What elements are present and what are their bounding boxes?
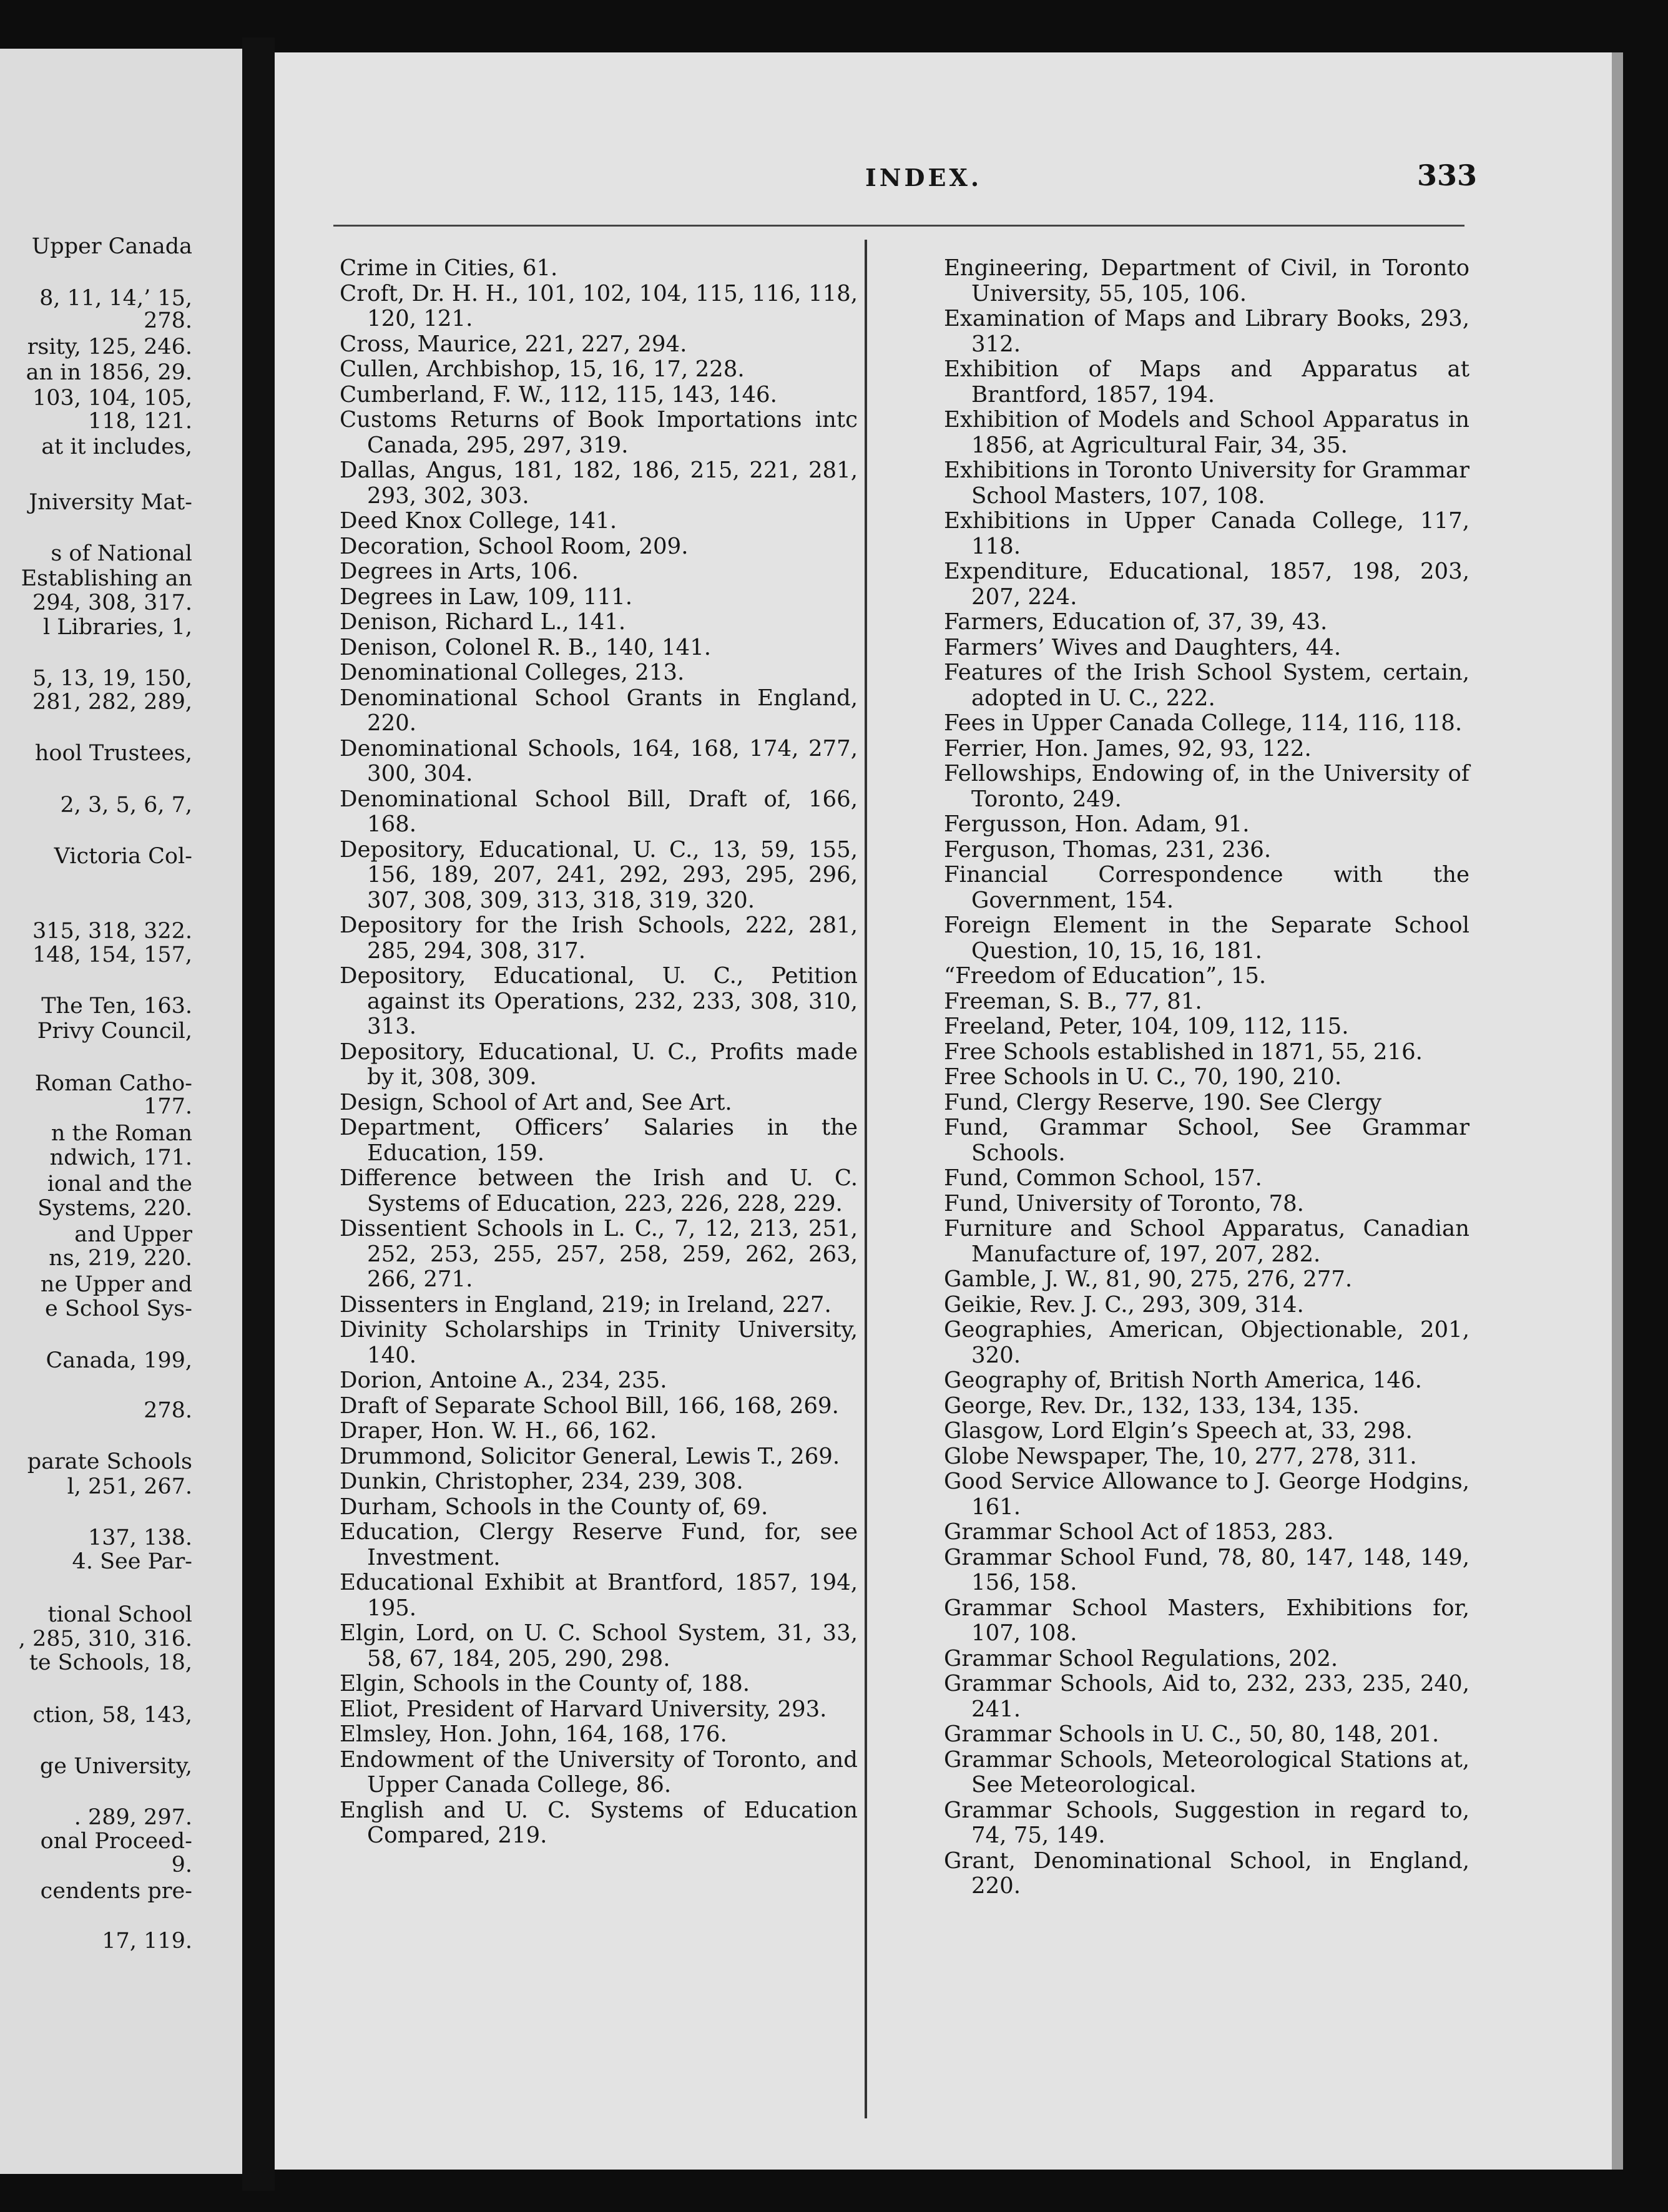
running-header: INDEX. [865, 164, 983, 192]
facing-page-line: ction, 58, 143, [32, 1703, 192, 1728]
index-entry: Exhibitions in Toronto University for Grammar School Masters, 107, 108. [944, 458, 1469, 509]
index-entry: Gamble, J. W., 81, 90, 275, 276, 277. [944, 1266, 1353, 1292]
index-entry: Farmers, Education of, 37, 39, 43. [944, 609, 1328, 635]
facing-page-line: 103, 104, 105, [32, 386, 192, 411]
index-entry: Educational Exhibit at Brantford, 1857, 194, 195. [340, 1570, 858, 1621]
index-entry: Eliot, President of Harvard University, 293. [340, 1696, 827, 1722]
index-entry: Durham, Schools in the County of, 69. [340, 1494, 768, 1520]
facing-page-line: e School Sys- [45, 1296, 192, 1321]
index-entry: Endowment of the University of Toronto, and Upper Canada College, 86. [340, 1746, 858, 1798]
facing-page-line: te Schools, 18, [29, 1650, 192, 1675]
index-entry: Grammar Schools, Aid to, 232, 233, 235, 240, 241. [944, 1671, 1469, 1722]
index-entry: Draper, Hon. W. H., 66, 162. [340, 1418, 657, 1444]
facing-page-line: 137, 138. [88, 1525, 192, 1550]
column-divider [865, 240, 867, 2118]
index-entry: Financial Correspondence with the Government, 154. [944, 862, 1469, 913]
index-entry: Geikie, Rev. J. C., 293, 309, 314. [944, 1291, 1304, 1318]
facing-page-line: 315, 318, 322. [32, 919, 192, 944]
index-entry: Exhibitions in Upper Canada College, 117, 118. [944, 508, 1469, 559]
index-entry: Freeman, S. B., 77, 81. [944, 988, 1202, 1014]
index-entry: Engineering, Department of Civil, in Toronto University, 55, 105, 106. [944, 255, 1469, 306]
index-entry: Features of the Irish School System, certain, adopted in U. C., 222. [944, 660, 1469, 711]
facing-page-line: 17, 119. [102, 1929, 192, 1954]
index-entry: Furniture and School Apparatus, Canadian Manufacture of, 197, 207, 282. [944, 1216, 1469, 1267]
facing-page-line: s of National [51, 541, 192, 566]
index-entry: Denominational School Grants in England, 220. [340, 685, 858, 736]
index-entry: Depository for the Irish Schools, 222, 281, 285, 294, 308, 317. [340, 913, 858, 964]
index-entry: Cross, Maurice, 221, 227, 294. [340, 331, 687, 357]
index-entry: Grammar Schools, Meteorological Stations at, See Meteorological. [944, 1746, 1469, 1798]
facing-page-line: tional School [47, 1602, 192, 1627]
facing-page-fragment [0, 49, 242, 2174]
facing-page-line: parate Schools [27, 1449, 192, 1474]
index-entry: Denison, Colonel R. B., 140, 141. [340, 634, 712, 660]
index-entry: Ferrier, Hon. James, 92, 93, 122. [944, 735, 1312, 761]
index-entry: George, Rev. Dr., 132, 133, 134, 135. [944, 1392, 1360, 1419]
facing-page-line: rsity, 125, 246. [27, 335, 192, 360]
index-entry: Dissentient Schools in L. C., 7, 12, 213, 251, 252, 253, 255, 257, 258, 259, 262, 263, 266, 271. [340, 1216, 858, 1292]
index-entry: Foreign Element in the Separate School Question, 10, 15, 16, 181. [944, 913, 1469, 964]
index-entry: Fund, Grammar School, See Grammar Schools. [944, 1115, 1469, 1166]
facing-page-line: . 289, 297. [74, 1805, 192, 1830]
facing-page-line: ndwich, 171. [49, 1145, 192, 1170]
facing-page-line: 8, 11, 14,’ 15, [39, 286, 192, 311]
index-entry: Fees in Upper Canada College, 114, 116, 118. [944, 710, 1463, 736]
index-entry: English and U. C. Systems of Education Compared, 219. [340, 1797, 858, 1848]
index-page [275, 52, 1612, 2170]
facing-page-line: ne Upper and [40, 1272, 192, 1297]
index-entry: Globe Newspaper, The, 10, 277, 278, 311. [944, 1443, 1417, 1469]
index-entry: Grammar School Regulations, 202. [944, 1645, 1338, 1671]
facing-page-line: 118, 121. [88, 409, 192, 434]
index-entry: Denison, Richard L., 141. [340, 609, 626, 635]
facing-page-line: l Libraries, 1, [42, 615, 192, 640]
index-entry: Elmsley, Hon. John, 164, 168, 176. [340, 1721, 727, 1747]
facing-page-line: Victoria Col- [54, 844, 192, 869]
facing-page-line: an in 1856, 29. [26, 360, 192, 385]
facing-page-line: Jniversity Mat- [29, 490, 192, 515]
facing-page-line: The Ten, 163. [41, 994, 192, 1019]
index-entry: Fergusson, Hon. Adam, 91. [944, 811, 1250, 837]
facing-page-line: Roman Catho- [34, 1071, 192, 1096]
index-entry: Elgin, Schools in the County of, 188. [340, 1671, 750, 1696]
facing-page-line: Upper Canada [31, 234, 192, 259]
index-entry: Department, Officers’ Salaries in the Education, 159. [340, 1115, 858, 1166]
index-entry: Grammar School Masters, Exhibitions for, 107, 108. [944, 1595, 1469, 1646]
index-entry: Grammar School Act of 1853, 283. [944, 1519, 1334, 1545]
facing-page-line: Establishing an [21, 566, 192, 591]
facing-page-line: 278. [144, 1398, 192, 1423]
index-entry: Geography of, British North America, 146. [944, 1368, 1422, 1393]
index-column-left [340, 256, 858, 1849]
index-entry: Freeland, Peter, 104, 109, 112, 115. [944, 1014, 1349, 1039]
facing-page-line: 294, 308, 317. [32, 590, 192, 615]
facing-page-line: ge University, [39, 1754, 192, 1779]
index-entry: Fund, Clergy Reserve, 190. See Clergy [944, 1089, 1382, 1115]
facing-page-line: , 285, 310, 316. [18, 1627, 192, 1652]
book-gutter [242, 37, 275, 2191]
facing-page-line: hool Trustees, [34, 741, 192, 766]
facing-page-line: 278. [144, 308, 192, 333]
index-entry: Grant, Denominational School, in England, 220. [944, 1847, 1469, 1899]
index-entry: Dallas, Angus, 181, 182, 186, 215, 221, 281, 293, 302, 303. [340, 458, 858, 509]
facing-page-line: ional and the [47, 1172, 192, 1197]
facing-page-line: 5, 13, 19, 150, [32, 666, 192, 691]
facing-page-line: 9. [171, 1852, 192, 1877]
index-entry: Depository, Educational, U. C., Profits made by it, 308, 309. [340, 1039, 858, 1090]
index-entry: Decoration, School Room, 209. [340, 533, 689, 559]
index-entry: Exhibition of Maps and Apparatus at Brantford, 1857, 194. [944, 356, 1469, 408]
index-entry: Exhibition of Models and School Apparatus in 1856, at Agricultural Fair, 34, 35. [944, 407, 1469, 458]
index-entry: Croft, Dr. H. H., 101, 102, 104, 115, 116, 118, 120, 121. [340, 280, 858, 331]
index-entry: Education, Clergy Reserve Fund, for, see Investment. [340, 1519, 858, 1570]
facing-page-line: 148, 154, 157, [32, 942, 192, 967]
facing-page-line: and Upper [74, 1222, 192, 1247]
index-entry: Cullen, Archbishop, 15, 16, 17, 228. [340, 356, 745, 382]
index-entry: Fellowships, Endowing of, in the University of Toronto, 249. [944, 761, 1469, 812]
index-entry: Free Schools in U. C., 70, 190, 210. [944, 1064, 1342, 1090]
header-rule [333, 225, 1464, 227]
index-entry: Crime in Cities, 61. [340, 255, 558, 281]
facing-page-line: at it includes, [41, 434, 192, 459]
index-entry: Fund, Common School, 157. [944, 1165, 1262, 1191]
facing-page-line: Privy Council, [37, 1019, 192, 1044]
index-entry: Denominational School Bill, Draft of, 166, 168. [340, 786, 858, 837]
index-entry: Depository, Educational, U. C., 13, 59, 155, 156, 189, 207, 241, 292, 293, 295, 296, 307, 308, 309, 313, 318, 319, 320. [340, 836, 858, 913]
facing-page-line: 4. See Par- [72, 1549, 192, 1574]
page-edge [1612, 52, 1623, 2170]
facing-page-line: l, 251, 267. [67, 1474, 192, 1499]
facing-page-line: Canada, 199, [46, 1348, 192, 1373]
facing-page-line: 177. [144, 1094, 192, 1119]
index-entry: Dunkin, Christopher, 234, 239, 308. [340, 1469, 743, 1494]
index-entry: Glasgow, Lord Elgin’s Speech at, 33, 298. [944, 1418, 1413, 1444]
facing-page-line: onal Proceed- [40, 1829, 192, 1854]
index-entry: Dorion, Antoine A., 234, 235. [340, 1368, 667, 1393]
index-entry: Grammar School Fund, 78, 80, 147, 148, 149, 156, 158. [944, 1544, 1469, 1595]
index-entry: Elgin, Lord, on U. C. School System, 31, 33, 58, 67, 184, 205, 290, 298. [340, 1620, 858, 1671]
facing-page-line: cendents pre- [40, 1879, 192, 1904]
index-entry: Fund, University of Toronto, 78. [944, 1190, 1304, 1216]
facing-page-line: 281, 282, 289, [32, 690, 192, 715]
index-entry: Farmers’ Wives and Daughters, 44. [944, 634, 1342, 660]
page-number: 333 [1417, 159, 1478, 192]
facing-page-line: n the Roman [51, 1121, 192, 1146]
index-entry: Ferguson, Thomas, 231, 236. [944, 836, 1272, 863]
index-entry: Examination of Maps and Library Books, 293, 312. [944, 306, 1469, 357]
index-entry: Divinity Scholarships in Trinity University, 140. [340, 1317, 858, 1368]
facing-page-line: 2, 3, 5, 6, 7, [60, 793, 192, 818]
index-entry: Geographies, American, Objectionable, 201, 320. [944, 1317, 1469, 1368]
index-entry: Draft of Separate School Bill, 166, 168, 269. [340, 1392, 839, 1419]
index-entry: Dissenters in England, 219; in Ireland, 227. [340, 1291, 832, 1318]
index-entry: Customs Returns of Book Importations intc Canada, 295, 297, 319. [340, 407, 858, 458]
index-entry: Grammar Schools in U. C., 50, 80, 148, 201. [944, 1721, 1440, 1747]
index-entry: Degrees in Arts, 106. [340, 559, 579, 584]
index-entry: Design, School of Art and, See Art. [340, 1089, 732, 1115]
index-entry: Cumberland, F. W., 112, 115, 143, 146. [340, 381, 777, 408]
facing-page-line: ns, 219, 220. [49, 1246, 192, 1271]
index-entry: Depository, Educational, U. C., Petition against its Operations, 232, 233, 308, 310, 313. [340, 963, 858, 1039]
index-entry: Free Schools established in 1871, 55, 216. [944, 1039, 1423, 1065]
index-entry: Degrees in Law, 109, 111. [340, 584, 633, 610]
index-entry: “Freedom of Education”, 15. [944, 963, 1267, 989]
index-entry: Grammar Schools, Suggestion in regard to, 74, 75, 149. [944, 1797, 1469, 1848]
index-entry: Drummond, Solicitor General, Lewis T., 269. [340, 1443, 840, 1469]
facing-page-line: Systems, 220. [37, 1196, 192, 1221]
index-column-right [944, 256, 1469, 1899]
index-entry: Expenditure, Educational, 1857, 198, 203, 207, 224. [944, 559, 1469, 610]
index-entry: Deed Knox College, 141. [340, 508, 617, 534]
index-entry: Difference between the Irish and U. C. Systems of Education, 223, 226, 228, 229. [340, 1165, 858, 1216]
index-entry: Denominational Schools, 164, 168, 174, 277, 300, 304. [340, 735, 858, 786]
index-entry: Good Service Allowance to J. George Hodgins, 161. [944, 1469, 1469, 1520]
index-entry: Denominational Colleges, 213. [340, 660, 685, 685]
